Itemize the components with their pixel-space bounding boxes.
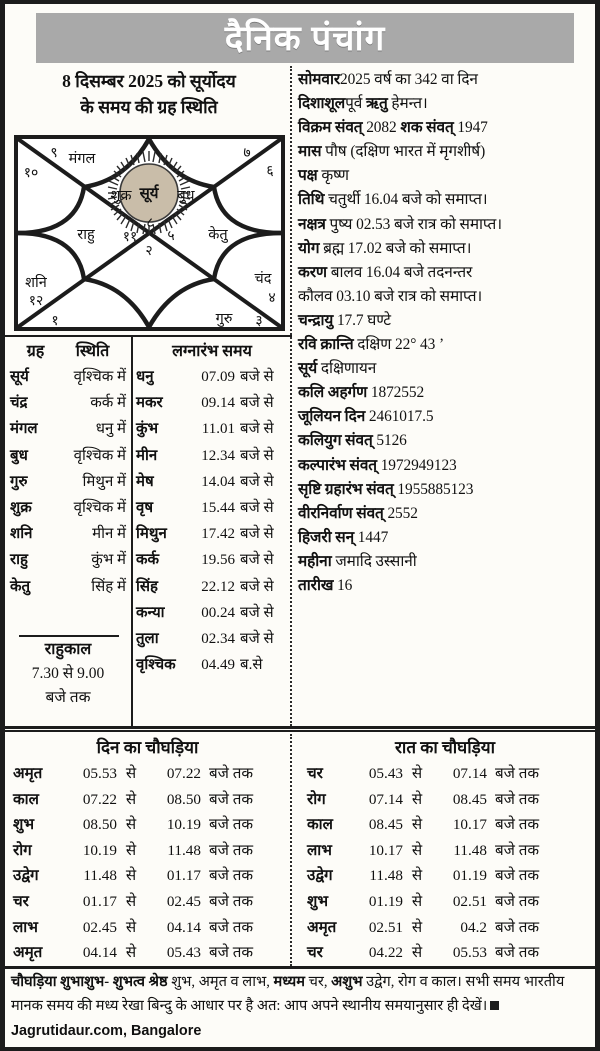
graha-planet-name: मंगल [10,421,38,438]
night-chaughadiya-name: रोग [307,790,326,808]
kundali-planet-budh: बुध [177,188,195,204]
night-chaughadiya-to: 01.19 [452,867,487,885]
lagna-sign: कर्क [136,552,160,569]
day-chaughadiya-row [5,761,290,787]
panchang-label: सृष्टि ग्रहारंभ संवत् [298,480,394,498]
panchang-line [298,550,598,574]
lagna-time: 07.09 [201,369,235,385]
footer-bold-1: चौघड़िया शुभाशुभ- शुभत्व श्रेष्ठ [11,974,168,990]
panchang-label: नक्षत्र [298,215,326,233]
kundali-house-3: ३ [255,314,263,329]
panchang-label: करण [298,263,327,281]
day-chaughadiya-name: शुभ [13,816,35,834]
graha-planet-position: कुंभ में [91,552,126,569]
panchang-value: कौलव 03.10 बजे रात्र को समाप्त। [298,287,483,305]
panchang-line [298,333,598,357]
panchang-label: तारीख [298,576,334,594]
panchang-value: पुष्य 02.53 बजे रात्र को समाप्त। [325,215,502,233]
lagna-suffix: बजे से [240,500,274,517]
lagna-suffix: बजे से [240,631,274,648]
night-chaughadiya-se: से [411,944,423,962]
graha-planet-position: मीन में [92,526,126,543]
panchang-label: तिथि [298,191,325,209]
chart-heading [13,68,285,120]
night-chaughadiya-to: 11.48 [453,841,487,859]
panchang-line [298,381,598,405]
day-chaughadiya-from: 05.53 [82,765,117,782]
kundali-planet-shani: शनि [25,275,47,291]
panchang-line [298,164,598,188]
bullet-square-icon [490,1001,499,1010]
night-chaughadiya-table [295,761,595,966]
graha-planet-position: मिथुन में [82,473,126,490]
panchang-value: ब्रह्म 17.02 बजे को समाप्त। [319,239,472,257]
kundali-house-6: ६ [266,164,274,179]
lagna-time: 00.24 [201,604,235,621]
night-chaughadiya-from: 11.48 [369,867,403,885]
day-chaughadiya-name: लाभ [13,918,38,936]
day-chaughadiya-row [5,940,290,966]
panchang-value: 17.7 घण्टे [333,311,391,329]
lagna-time: 09.14 [201,395,235,412]
day-chaughadiya-from: 07.22 [82,790,117,808]
lagna-time: 19.56 [201,552,235,569]
lagna-table-row [133,364,291,390]
lagna-table-row [133,600,291,626]
panchang-value: 1972949123 [376,456,457,474]
graha-table-row [5,547,131,573]
lagna-table-row [133,495,291,521]
kundali-house-11: ११ [122,230,138,245]
panchang-label: मास [298,143,322,161]
panchang-label: चन्द्रायु [298,311,334,329]
graha-table-row [5,390,131,416]
panchang-label-2: शक संवत् [400,119,454,137]
day-chaughadiya-to: 08.50 [166,790,201,808]
kundali-planet-shukra: शुक्र [110,188,132,204]
panchang-value-2: 1947 [453,119,488,137]
panchang-line [298,92,598,116]
lagna-time: 14.04 [201,473,235,490]
graha-planet-position: वृश्चिक में [73,447,126,464]
day-chaughadiya-name: अमृत [13,765,43,782]
panchang-line [298,502,598,526]
night-chaughadiya-se: से [411,765,423,782]
panchang-label: विक्रम संवत् [298,119,363,137]
panchang-label: कलि अहर्गण [298,384,368,402]
night-chaughadiya-from: 02.51 [368,918,403,936]
panchang-value: 1955885123 [393,480,474,498]
day-chaughadiya-from: 02.45 [82,918,117,936]
day-chaughadiya-tak: बजे तक [209,892,254,910]
panchang-value: 1447 [354,528,389,546]
graha-table [5,338,131,600]
day-chaughadiya-name: उद्वेग [13,867,39,885]
panchang-line [298,478,598,502]
kundali-house-12: १२ [28,294,44,309]
panchang-label-2: ऋतु [365,95,388,113]
day-chaughadiya-se: से [125,841,137,859]
lagna-sign: मिथुन [136,526,167,543]
panchang-line [298,68,598,92]
night-chaughadiya-se: से [411,918,423,936]
panchang-line [298,454,598,478]
night-chaughadiya-to: 08.45 [452,790,487,808]
graha-planet-name: केतु [10,578,31,595]
lagna-time: 12.34 [201,447,235,464]
graha-table-header [5,338,131,364]
night-chaughadiya-to: 02.51 [452,892,487,910]
lagna-table-row [133,626,291,652]
day-chaughadiya-to: 05.43 [166,944,201,962]
graha-table-row [5,364,131,390]
day-chaughadiya-row [5,787,290,813]
panchang-value: 2461017.5 [365,408,434,426]
panchang-value-2: हेमन्त। [387,95,428,113]
night-chaughadiya-name: चर [307,765,323,782]
night-chaughadiya-row [295,863,595,889]
night-chaughadiya-se: से [411,841,423,859]
lagna-time: 17.42 [201,526,235,543]
graha-table-row [5,443,131,469]
lagna-table [133,338,291,678]
day-chaughadiya-se: से [125,867,137,885]
night-chaughadiya-to: 07.14 [452,765,487,782]
lagna-time: 11.01 [201,421,235,438]
panchang-label: दिशाशूल [298,95,346,113]
lagna-table-row [133,547,291,573]
panchang-line [298,237,598,261]
panchang-value: 16 [333,576,353,594]
night-chaughadiya-from: 07.14 [368,790,403,808]
panchang-value: 1872552 [367,384,425,402]
kundali-planet-rahu: राहु [77,227,95,243]
graha-col-planet: ग्रह [26,343,45,360]
panchang-label: कलियुग संवत् [298,432,373,450]
kundali-chart [14,135,285,331]
day-chaughadiya-name: रोग [13,841,32,859]
lagna-sign: धनु [136,369,154,385]
kundali-house-9: ९ [50,146,58,161]
day-chaughadiya-tak: बजे तक [209,765,254,782]
panchang-line [298,140,598,164]
day-chaughadiya-row [5,838,290,864]
panchang-value: दक्षिण 22° 43 ’ [353,336,444,354]
graha-planet-name: राहु [10,552,28,569]
lagna-table-row [133,652,291,678]
panchang-value: पूर्व [345,95,366,113]
day-chaughadiya-tak: बजे तक [209,867,254,885]
day-chaughadiya-from: 11.48 [83,867,117,885]
lagna-suffix: बजे से [240,604,274,621]
panchang-label: सोमवार [298,71,341,88]
kundali-house-1: १ [51,314,59,329]
lagna-suffix: ब.से [240,657,263,674]
day-chaughadiya-tak: बजे तक [209,790,254,808]
chart-heading-line2: के समय की ग्रह स्थिति [80,97,218,117]
footer-norm-3: उद्वेग, रोग व काल। सभी समय भारतीय मानक समय की मध्य रेखा बिन्दु के आधार पर है अत: आप अपने स्थानीय समयानुसार ही देखें। [11,974,565,1015]
graha-planet-position: वृश्चिक में [73,369,126,385]
divider-above-footer [5,966,595,969]
page-inner [5,4,595,1047]
lagna-table-row [133,521,291,547]
graha-col-position: स्थिति [75,343,110,360]
night-chaughadiya-row [295,940,595,966]
day-chaughadiya-tak: बजे तक [209,816,254,834]
day-chaughadiya-to: 01.17 [166,867,201,885]
lagna-time: 04.49 [201,657,235,674]
panchang-details [298,68,598,598]
night-chaughadiya-name: काल [307,816,333,834]
page-title: दैनिक पंचांग [224,18,386,58]
night-chaughadiya-from: 08.45 [368,816,403,834]
day-chaughadiya-from: 04.14 [82,944,117,962]
lagna-table-row [133,469,291,495]
lagna-sign: वृश्चिक [136,657,176,674]
day-chaughadiya-from: 01.17 [82,892,117,910]
panchang-label: सूर्य [298,360,318,378]
kundali-house-10: १० [23,166,39,181]
day-chaughadiya-to: 04.14 [166,918,201,936]
graha-table-row [5,521,131,547]
lagna-table-row [133,574,291,600]
night-chaughadiya-tak: बजे तक [495,867,540,885]
panchang-label: कल्पारंभ संवत् [298,456,377,474]
panchang-line [298,405,598,429]
panchang-value: 2025 वर्ष का 342 वा दिन [340,71,478,88]
kundali-planet-guru: गुरु [215,311,233,327]
kundali-house-5: ५ [167,229,175,244]
panchang-line [298,213,598,237]
night-chaughadiya-from: 01.19 [368,892,403,910]
day-chaughadiya-name: चर [13,892,29,910]
lagna-sign: तुला [136,631,159,648]
panchang-line [298,357,598,381]
divider-above-chaughadiya-1 [5,726,595,729]
panchang-value: 2082 [362,119,401,137]
lagna-sign: सिंह [136,578,158,595]
panchang-label: महीना [298,552,332,570]
graha-table-row [5,416,131,442]
footer-norm-1: शुभ, अमृत व लाभ, [167,974,274,990]
rahukaal-line1: 7.30 से 9.00 [31,665,105,682]
panchang-line [298,574,598,598]
panchang-line [298,261,598,285]
panchang-value: कृष्ण [317,167,349,185]
day-chaughadiya-row [5,812,290,838]
panchang-label: पक्ष [298,167,318,185]
graha-planet-position: सिंह में [91,578,126,595]
lagna-sign: मीन [136,447,158,464]
panchang-value: बालव 16.04 बजे तदनन्तर [326,263,473,281]
vertical-dotted-divider-bottom [290,734,292,966]
day-chaughadiya-to: 11.48 [167,841,201,859]
lagna-suffix: बजे से [240,447,274,464]
panchang-label: योग [298,239,320,257]
night-chaughadiya-title: रात का चौघड़िया [394,738,495,757]
panchang-label: हिजरी सन् [298,528,355,546]
footer-bold-2: मध्यम [273,974,305,990]
footer-norm-2: चर, [304,974,332,990]
lagna-sign: मकर [136,395,163,412]
night-chaughadiya-row [295,761,595,787]
graha-planet-name: सूर्य [10,369,29,385]
day-chaughadiya-to: 02.45 [166,892,201,910]
panchang-line [298,285,598,309]
panchang-value: 2552 [383,504,418,522]
night-chaughadiya-from: 04.22 [368,944,403,962]
graha-planet-position: कर्क में [90,395,126,412]
night-chaughadiya-se: से [411,790,423,808]
graha-planet-name: चंद्र [10,395,28,412]
graha-planet-name: शुक्र [10,500,32,517]
lagna-table-row [133,416,291,442]
night-chaughadiya-to: 05.53 [452,944,487,962]
kundali-house-4: ४ [268,291,276,306]
panchang-line [298,429,598,453]
kundali-planet-mangal: मंगल [68,151,96,167]
day-chaughadiya-to: 10.19 [166,816,201,834]
night-chaughadiya-tak: बजे तक [495,892,540,910]
graha-planet-name: शनि [10,526,33,543]
night-chaughadiya-tak: बजे तक [495,841,540,859]
footer-bold-3: अशुभ [331,974,363,990]
lagna-sign: कन्या [136,604,165,621]
day-chaughadiya-tak: बजे तक [209,944,254,962]
night-chaughadiya-tak: बजे तक [495,918,540,936]
night-chaughadiya-tak: बजे तक [495,944,540,962]
kundali-planet-ketu: केतु [208,227,228,243]
night-chaughadiya-from: 05.43 [368,765,403,782]
kundali-sun-label: सूर्य [139,186,159,202]
graha-table-row [5,469,131,495]
day-chaughadiya-name: काल [13,790,39,808]
night-chaughadiya-name: अमृत [307,918,337,936]
night-chaughadiya-row [295,838,595,864]
night-chaughadiya-from: 10.17 [368,841,403,859]
day-chaughadiya-se: से [125,892,137,910]
day-chaughadiya-row [5,915,290,941]
day-chaughadiya-se: से [125,918,137,936]
graha-planet-position: धनु में [95,421,126,438]
day-chaughadiya-tak: बजे तक [209,841,254,859]
divider-above-chaughadiya-2 [5,730,595,732]
lagna-table-header: लग्नारंभ समय [172,343,252,360]
night-chaughadiya-row [295,787,595,813]
panchang-label: रवि क्रान्ति [298,336,354,354]
rahukaal-line2: बजे तक [45,689,91,706]
day-chaughadiya-se: से [125,765,137,782]
day-chaughadiya-se: से [125,816,137,834]
day-chaughadiya-to: 07.22 [166,765,201,782]
day-chaughadiya-row [5,863,290,889]
day-chaughadiya-from: 08.50 [82,816,117,834]
kundali-house-8: ८ [146,216,154,231]
lagna-suffix: बजे से [240,552,274,569]
graha-table-row [5,495,131,521]
day-chaughadiya-title: दिन का चौघड़िया [96,738,199,757]
day-chaughadiya-se: से [125,790,137,808]
night-chaughadiya-name: शुभ [307,892,329,910]
day-chaughadiya-from: 10.19 [82,841,117,859]
day-chaughadiya-name: अमृत [13,944,43,962]
day-chaughadiya-table [5,761,290,966]
lagna-suffix: बजे से [240,395,274,412]
panchang-value: जमादि उस्सानी [331,552,417,570]
graha-planet-name: गुरु [10,473,28,490]
day-chaughadiya-row [5,889,290,915]
kundali-house-2: २ [145,244,153,259]
night-chaughadiya-to: 04.2 [460,918,487,936]
footer-note [11,970,591,1043]
night-chaughadiya-se: से [411,892,423,910]
night-chaughadiya-to: 10.17 [452,816,487,834]
rahukaal-title: राहुकाल [44,641,92,658]
lagna-suffix: बजे से [240,421,274,438]
lagna-suffix: बजे से [240,369,274,385]
kundali-planet-chand: चंद [254,271,272,287]
panchang-line [298,188,598,212]
lagna-table-row [133,390,291,416]
night-chaughadiya-tak: बजे तक [495,790,540,808]
graha-planet-position: वृश्चिक में [73,500,126,517]
footer-site-credit[interactable]: Jagrutidaur.com, Bangalore [11,1022,202,1039]
panchang-value: चतुर्थी 16.04 बजे को समाप्त। [324,191,488,209]
lagna-time: 15.44 [201,500,235,517]
lagna-table-row [133,443,291,469]
rahukaal-block [5,637,131,710]
panchang-line [298,116,598,140]
graha-planet-name: बुध [10,447,28,464]
panchang-label: वीरनिर्वाण संवत् [298,504,384,522]
panchang-line [298,309,598,333]
kundali-house-7: ७ [243,146,251,161]
panchang-value: 5126 [372,432,407,450]
night-chaughadiya-tak: बजे तक [495,816,540,834]
panchang-line [298,526,598,550]
night-chaughadiya-name: लाभ [307,841,332,859]
graha-table-row [5,574,131,600]
lagna-time: 22.12 [201,578,235,595]
day-chaughadiya-se: से [125,944,137,962]
page-banner [36,13,574,63]
panchang-label: जूलियन दिन [298,408,366,426]
chart-heading-line1: 8 दिसम्बर 2025 को सूर्योदय [62,71,236,91]
night-chaughadiya-row [295,812,595,838]
night-chaughadiya-name: चर [307,944,323,962]
lagna-suffix: बजे से [240,473,274,490]
lagna-sign: मेष [136,473,154,490]
night-chaughadiya-name: उद्वेग [307,867,333,885]
panchang-value: पौष (दक्षिण भारत में मृगशीर्ष) [321,143,486,161]
night-chaughadiya-tak: बजे तक [495,765,540,782]
night-chaughadiya-se: से [411,867,423,885]
day-chaughadiya-tak: बजे तक [209,918,254,936]
lagna-suffix: बजे से [240,526,274,543]
lagna-sign: कुंभ [136,421,159,438]
lagna-sign: वृष [136,500,154,517]
night-chaughadiya-row [295,889,595,915]
night-chaughadiya-row [295,915,595,941]
night-chaughadiya-se: से [411,816,423,834]
lagna-suffix: बजे से [240,578,274,595]
panchang-value: दक्षिणायन [317,360,377,378]
lagna-time: 02.34 [201,631,235,648]
divider-above-graha-table [5,335,292,337]
